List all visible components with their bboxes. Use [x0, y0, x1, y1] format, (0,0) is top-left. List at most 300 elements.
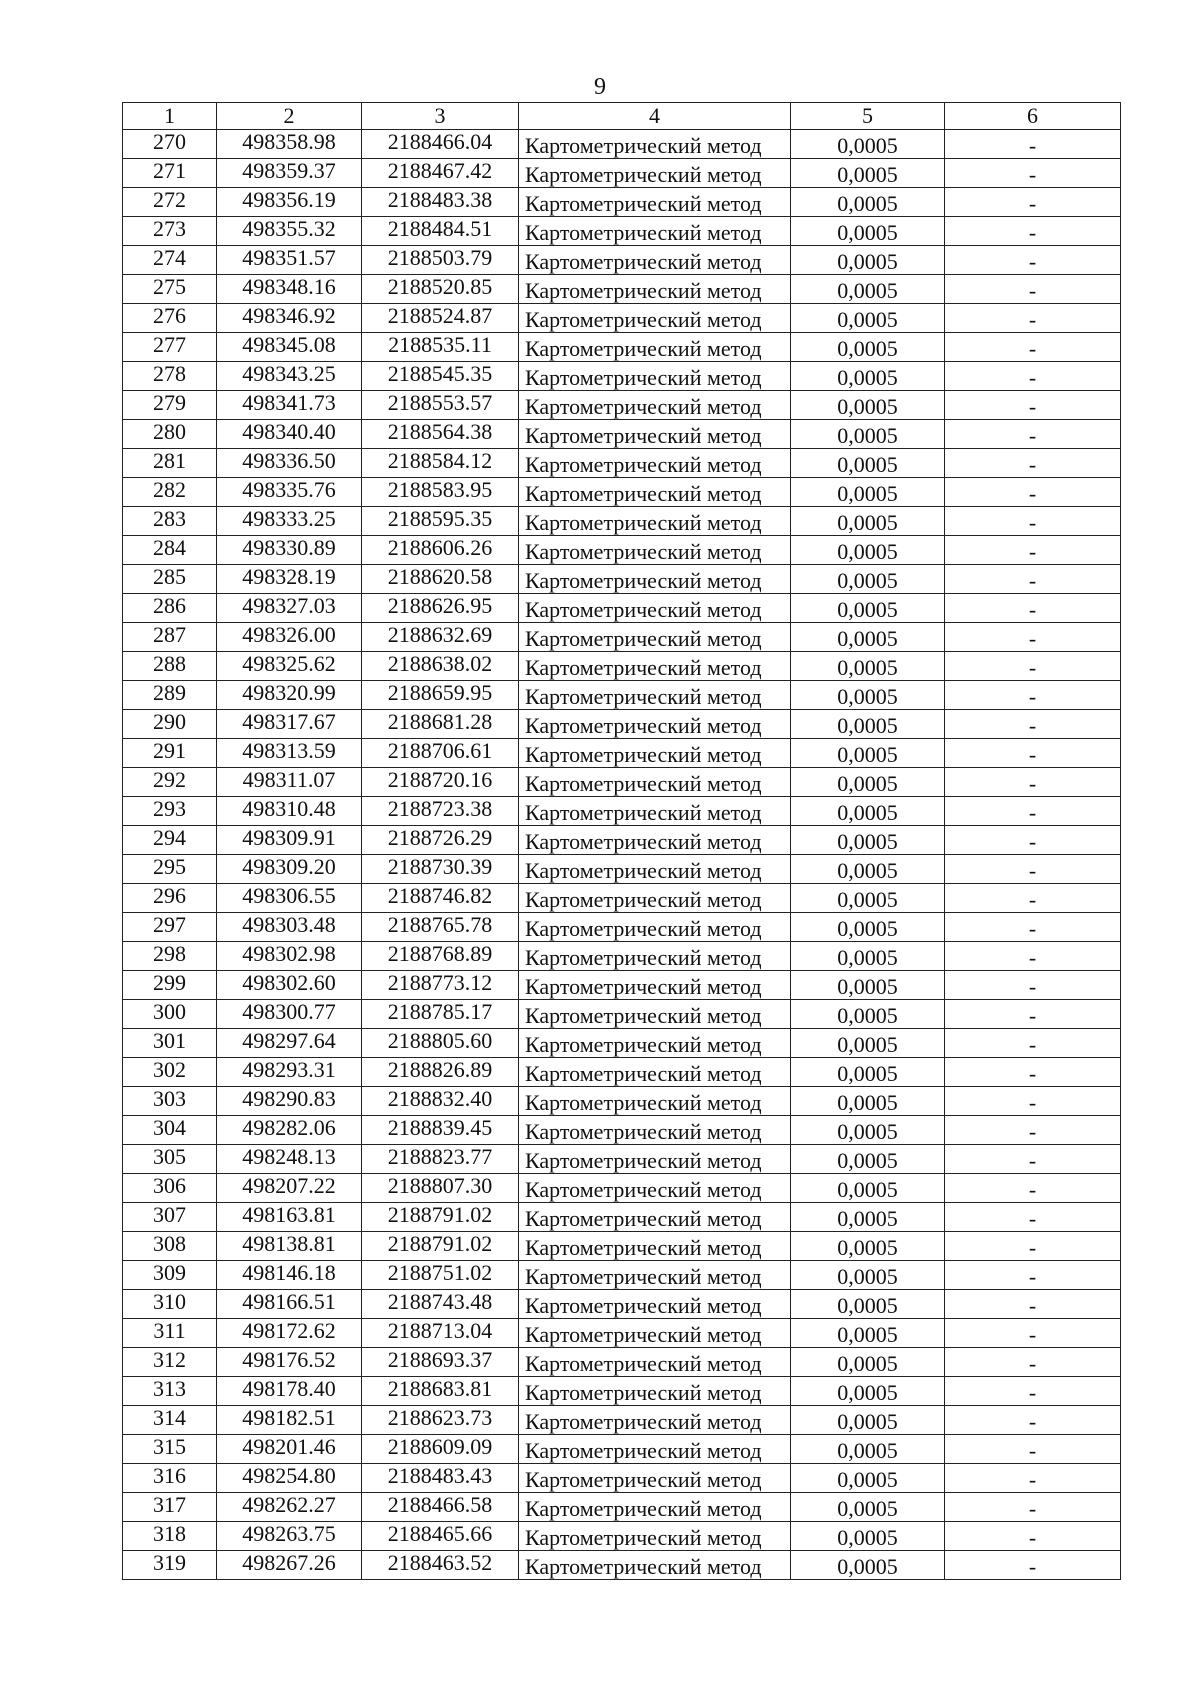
column-header-4: 4 — [519, 103, 791, 130]
table-row — [123, 507, 1121, 536]
accuracy-cell: 0,0005 — [791, 797, 945, 826]
accuracy-cell: 0,0005 — [791, 1058, 945, 1087]
note-cell: - — [945, 1000, 1121, 1029]
table-row — [123, 420, 1121, 449]
note-cell: - — [945, 1464, 1121, 1493]
accuracy-cell: 0,0005 — [791, 913, 945, 942]
x-coordinate-cell: 498351.57 — [217, 246, 362, 275]
note-cell: - — [945, 797, 1121, 826]
accuracy-cell: 0,0005 — [791, 1551, 945, 1580]
accuracy-cell: 0,0005 — [791, 1435, 945, 1464]
method-cell: Картометрический метод — [519, 1029, 791, 1058]
point-number-cell: 304 — [123, 1116, 217, 1145]
x-coordinate-cell: 498262.27 — [217, 1493, 362, 1522]
accuracy-cell: 0,0005 — [791, 507, 945, 536]
table-row — [123, 159, 1121, 188]
table-row — [123, 942, 1121, 971]
accuracy-cell: 0,0005 — [791, 1087, 945, 1116]
x-coordinate-cell: 498336.50 — [217, 449, 362, 478]
note-cell: - — [945, 188, 1121, 217]
table-row — [123, 1087, 1121, 1116]
note-cell: - — [945, 768, 1121, 797]
table-row — [123, 1116, 1121, 1145]
accuracy-cell: 0,0005 — [791, 304, 945, 333]
method-cell: Картометрический метод — [519, 449, 791, 478]
y-coordinate-cell: 2188595.35 — [362, 507, 519, 536]
y-coordinate-cell: 2188791.02 — [362, 1232, 519, 1261]
x-coordinate-cell: 498267.26 — [217, 1551, 362, 1580]
note-cell: - — [945, 217, 1121, 246]
y-coordinate-cell: 2188751.02 — [362, 1261, 519, 1290]
accuracy-cell: 0,0005 — [791, 942, 945, 971]
y-coordinate-cell: 2188726.29 — [362, 826, 519, 855]
method-cell: Картометрический метод — [519, 971, 791, 1000]
x-coordinate-cell: 498300.77 — [217, 1000, 362, 1029]
note-cell: - — [945, 1377, 1121, 1406]
point-number-cell: 299 — [123, 971, 217, 1000]
accuracy-cell: 0,0005 — [791, 1029, 945, 1058]
x-coordinate-cell: 498282.06 — [217, 1116, 362, 1145]
method-cell: Картометрический метод — [519, 913, 791, 942]
y-coordinate-cell: 2188623.73 — [362, 1406, 519, 1435]
point-number-cell: 303 — [123, 1087, 217, 1116]
point-number-cell: 308 — [123, 1232, 217, 1261]
x-coordinate-cell: 498163.81 — [217, 1203, 362, 1232]
table-row — [123, 130, 1121, 159]
x-coordinate-cell: 498330.89 — [217, 536, 362, 565]
x-coordinate-cell: 498166.51 — [217, 1290, 362, 1319]
y-coordinate-cell: 2188765.78 — [362, 913, 519, 942]
y-coordinate-cell: 2188626.95 — [362, 594, 519, 623]
point-number-cell: 273 — [123, 217, 217, 246]
x-coordinate-cell: 498146.18 — [217, 1261, 362, 1290]
y-coordinate-cell: 2188466.58 — [362, 1493, 519, 1522]
accuracy-cell: 0,0005 — [791, 826, 945, 855]
accuracy-cell: 0,0005 — [791, 1116, 945, 1145]
note-cell: - — [945, 681, 1121, 710]
column-header-5: 5 — [791, 103, 945, 130]
method-cell: Картометрический метод — [519, 1493, 791, 1522]
accuracy-cell: 0,0005 — [791, 565, 945, 594]
accuracy-cell: 0,0005 — [791, 1203, 945, 1232]
y-coordinate-cell: 2188768.89 — [362, 942, 519, 971]
y-coordinate-cell: 2188463.52 — [362, 1551, 519, 1580]
y-coordinate-cell: 2188693.37 — [362, 1348, 519, 1377]
point-number-cell: 307 — [123, 1203, 217, 1232]
method-cell: Картометрический метод — [519, 1551, 791, 1580]
table-row — [123, 710, 1121, 739]
x-coordinate-cell: 498201.46 — [217, 1435, 362, 1464]
x-coordinate-cell: 498348.16 — [217, 275, 362, 304]
accuracy-cell: 0,0005 — [791, 1261, 945, 1290]
note-cell: - — [945, 1319, 1121, 1348]
x-coordinate-cell: 498207.22 — [217, 1174, 362, 1203]
point-number-cell: 301 — [123, 1029, 217, 1058]
note-cell: - — [945, 536, 1121, 565]
note-cell: - — [945, 1058, 1121, 1087]
x-coordinate-cell: 498356.19 — [217, 188, 362, 217]
point-number-cell: 314 — [123, 1406, 217, 1435]
y-coordinate-cell: 2188520.85 — [362, 275, 519, 304]
point-number-cell: 306 — [123, 1174, 217, 1203]
table-row — [123, 275, 1121, 304]
accuracy-cell: 0,0005 — [791, 768, 945, 797]
y-coordinate-cell: 2188606.26 — [362, 536, 519, 565]
accuracy-cell: 0,0005 — [791, 710, 945, 739]
method-cell: Картометрический метод — [519, 652, 791, 681]
point-number-cell: 318 — [123, 1522, 217, 1551]
note-cell: - — [945, 449, 1121, 478]
note-cell: - — [945, 652, 1121, 681]
table-row — [123, 913, 1121, 942]
method-cell: Картометрический метод — [519, 1116, 791, 1145]
method-cell: Картометрический метод — [519, 826, 791, 855]
note-cell: - — [945, 391, 1121, 420]
note-cell: - — [945, 594, 1121, 623]
table-row — [123, 855, 1121, 884]
note-cell: - — [945, 507, 1121, 536]
accuracy-cell: 0,0005 — [791, 1493, 945, 1522]
note-cell: - — [945, 1435, 1121, 1464]
y-coordinate-cell: 2188467.42 — [362, 159, 519, 188]
column-header-1: 1 — [123, 103, 217, 130]
note-cell: - — [945, 623, 1121, 652]
x-coordinate-cell: 498178.40 — [217, 1377, 362, 1406]
y-coordinate-cell: 2188746.82 — [362, 884, 519, 913]
note-cell: - — [945, 1290, 1121, 1319]
table-body — [123, 130, 1121, 1580]
point-number-cell: 277 — [123, 333, 217, 362]
point-number-cell: 296 — [123, 884, 217, 913]
table-row — [123, 1522, 1121, 1551]
y-coordinate-cell: 2188807.30 — [362, 1174, 519, 1203]
x-coordinate-cell: 498303.48 — [217, 913, 362, 942]
column-header-2: 2 — [217, 103, 362, 130]
x-coordinate-cell: 498320.99 — [217, 681, 362, 710]
accuracy-cell: 0,0005 — [791, 855, 945, 884]
note-cell: - — [945, 1551, 1121, 1580]
point-number-cell: 285 — [123, 565, 217, 594]
x-coordinate-cell: 498341.73 — [217, 391, 362, 420]
method-cell: Картометрический метод — [519, 1174, 791, 1203]
point-number-cell: 315 — [123, 1435, 217, 1464]
x-coordinate-cell: 498325.62 — [217, 652, 362, 681]
accuracy-cell: 0,0005 — [791, 594, 945, 623]
y-coordinate-cell: 2188620.58 — [362, 565, 519, 594]
note-cell: - — [945, 1116, 1121, 1145]
accuracy-cell: 0,0005 — [791, 623, 945, 652]
note-cell: - — [945, 275, 1121, 304]
table-row — [123, 391, 1121, 420]
point-number-cell: 270 — [123, 130, 217, 159]
method-cell: Картометрический метод — [519, 507, 791, 536]
point-number-cell: 290 — [123, 710, 217, 739]
table-row — [123, 884, 1121, 913]
accuracy-cell: 0,0005 — [791, 362, 945, 391]
y-coordinate-cell: 2188785.17 — [362, 1000, 519, 1029]
point-number-cell: 319 — [123, 1551, 217, 1580]
point-number-cell: 275 — [123, 275, 217, 304]
note-cell: - — [945, 1522, 1121, 1551]
method-cell: Картометрический метод — [519, 275, 791, 304]
y-coordinate-cell: 2188609.09 — [362, 1435, 519, 1464]
note-cell: - — [945, 855, 1121, 884]
y-coordinate-cell: 2188545.35 — [362, 362, 519, 391]
y-coordinate-cell: 2188583.95 — [362, 478, 519, 507]
accuracy-cell: 0,0005 — [791, 188, 945, 217]
note-cell: - — [945, 942, 1121, 971]
method-cell: Картометрический метод — [519, 391, 791, 420]
x-coordinate-cell: 498176.52 — [217, 1348, 362, 1377]
note-cell: - — [945, 159, 1121, 188]
method-cell: Картометрический метод — [519, 1348, 791, 1377]
point-number-cell: 288 — [123, 652, 217, 681]
method-cell: Картометрический метод — [519, 130, 791, 159]
point-number-cell: 282 — [123, 478, 217, 507]
method-cell: Картометрический метод — [519, 1319, 791, 1348]
x-coordinate-cell: 498172.62 — [217, 1319, 362, 1348]
method-cell: Картометрический метод — [519, 942, 791, 971]
table-row — [123, 536, 1121, 565]
table-row — [123, 1377, 1121, 1406]
point-number-cell: 317 — [123, 1493, 217, 1522]
point-number-cell: 295 — [123, 855, 217, 884]
accuracy-cell: 0,0005 — [791, 652, 945, 681]
table-row — [123, 1493, 1121, 1522]
x-coordinate-cell: 498138.81 — [217, 1232, 362, 1261]
accuracy-cell: 0,0005 — [791, 449, 945, 478]
table-row — [123, 246, 1121, 275]
y-coordinate-cell: 2188659.95 — [362, 681, 519, 710]
method-cell: Картометрический метод — [519, 1232, 791, 1261]
y-coordinate-cell: 2188823.77 — [362, 1145, 519, 1174]
accuracy-cell: 0,0005 — [791, 420, 945, 449]
point-number-cell: 289 — [123, 681, 217, 710]
table-row — [123, 1000, 1121, 1029]
point-number-cell: 312 — [123, 1348, 217, 1377]
table-row — [123, 681, 1121, 710]
method-cell: Картометрический метод — [519, 1203, 791, 1232]
point-number-cell: 309 — [123, 1261, 217, 1290]
point-number-cell: 271 — [123, 159, 217, 188]
accuracy-cell: 0,0005 — [791, 1464, 945, 1493]
method-cell: Картометрический метод — [519, 420, 791, 449]
point-number-cell: 311 — [123, 1319, 217, 1348]
accuracy-cell: 0,0005 — [791, 971, 945, 1000]
table-row — [123, 1058, 1121, 1087]
note-cell: - — [945, 304, 1121, 333]
note-cell: - — [945, 1203, 1121, 1232]
y-coordinate-cell: 2188535.11 — [362, 333, 519, 362]
method-cell: Картометрический метод — [519, 884, 791, 913]
x-coordinate-cell: 498345.08 — [217, 333, 362, 362]
accuracy-cell: 0,0005 — [791, 1000, 945, 1029]
x-coordinate-cell: 498317.67 — [217, 710, 362, 739]
accuracy-cell: 0,0005 — [791, 739, 945, 768]
x-coordinate-cell: 498335.76 — [217, 478, 362, 507]
table-row — [123, 739, 1121, 768]
y-coordinate-cell: 2188681.28 — [362, 710, 519, 739]
table-row — [123, 304, 1121, 333]
point-number-cell: 274 — [123, 246, 217, 275]
table-row — [123, 623, 1121, 652]
method-cell: Картометрический метод — [519, 1435, 791, 1464]
table-row — [123, 1464, 1121, 1493]
method-cell: Картометрический метод — [519, 478, 791, 507]
x-coordinate-cell: 498302.98 — [217, 942, 362, 971]
method-cell: Картометрический метод — [519, 681, 791, 710]
table-row — [123, 1435, 1121, 1464]
method-cell: Картометрический метод — [519, 768, 791, 797]
table-row — [123, 1261, 1121, 1290]
point-number-cell: 297 — [123, 913, 217, 942]
y-coordinate-cell: 2188553.57 — [362, 391, 519, 420]
table-row — [123, 1290, 1121, 1319]
accuracy-cell: 0,0005 — [791, 681, 945, 710]
y-coordinate-cell: 2188638.02 — [362, 652, 519, 681]
note-cell: - — [945, 130, 1121, 159]
method-cell: Картометрический метод — [519, 362, 791, 391]
y-coordinate-cell: 2188791.02 — [362, 1203, 519, 1232]
table-row — [123, 971, 1121, 1000]
y-coordinate-cell: 2188730.39 — [362, 855, 519, 884]
accuracy-cell: 0,0005 — [791, 1377, 945, 1406]
method-cell: Картометрический метод — [519, 1377, 791, 1406]
method-cell: Картометрический метод — [519, 536, 791, 565]
method-cell: Картометрический метод — [519, 333, 791, 362]
x-coordinate-cell: 498333.25 — [217, 507, 362, 536]
y-coordinate-cell: 2188826.89 — [362, 1058, 519, 1087]
method-cell: Картометрический метод — [519, 739, 791, 768]
method-cell: Картометрический метод — [519, 1290, 791, 1319]
x-coordinate-cell: 498311.07 — [217, 768, 362, 797]
note-cell: - — [945, 362, 1121, 391]
y-coordinate-cell: 2188743.48 — [362, 1290, 519, 1319]
x-coordinate-cell: 498293.31 — [217, 1058, 362, 1087]
point-number-cell: 316 — [123, 1464, 217, 1493]
accuracy-cell: 0,0005 — [791, 246, 945, 275]
point-number-cell: 272 — [123, 188, 217, 217]
x-coordinate-cell: 498359.37 — [217, 159, 362, 188]
table-row — [123, 565, 1121, 594]
method-cell: Картометрический метод — [519, 1406, 791, 1435]
x-coordinate-cell: 498340.40 — [217, 420, 362, 449]
accuracy-cell: 0,0005 — [791, 1232, 945, 1261]
note-cell: - — [945, 478, 1121, 507]
x-coordinate-cell: 498346.92 — [217, 304, 362, 333]
point-number-cell: 278 — [123, 362, 217, 391]
accuracy-cell: 0,0005 — [791, 130, 945, 159]
method-cell: Картометрический метод — [519, 594, 791, 623]
table-row — [123, 1174, 1121, 1203]
table-header-row — [123, 103, 1121, 130]
method-cell: Картометрический метод — [519, 1464, 791, 1493]
accuracy-cell: 0,0005 — [791, 1319, 945, 1348]
accuracy-cell: 0,0005 — [791, 1174, 945, 1203]
table-row — [123, 188, 1121, 217]
table-row — [123, 1348, 1121, 1377]
method-cell: Картометрический метод — [519, 304, 791, 333]
table-row — [123, 1203, 1121, 1232]
x-coordinate-cell: 498306.55 — [217, 884, 362, 913]
method-cell: Картометрический метод — [519, 1261, 791, 1290]
y-coordinate-cell: 2188720.16 — [362, 768, 519, 797]
note-cell: - — [945, 1029, 1121, 1058]
x-coordinate-cell: 498254.80 — [217, 1464, 362, 1493]
point-number-cell: 302 — [123, 1058, 217, 1087]
point-number-cell: 300 — [123, 1000, 217, 1029]
x-coordinate-cell: 498297.64 — [217, 1029, 362, 1058]
note-cell: - — [945, 971, 1121, 1000]
note-cell: - — [945, 1406, 1121, 1435]
y-coordinate-cell: 2188503.79 — [362, 246, 519, 275]
x-coordinate-cell: 498290.83 — [217, 1087, 362, 1116]
x-coordinate-cell: 498309.20 — [217, 855, 362, 884]
accuracy-cell: 0,0005 — [791, 391, 945, 420]
table-row — [123, 652, 1121, 681]
y-coordinate-cell: 2188465.66 — [362, 1522, 519, 1551]
table-row — [123, 768, 1121, 797]
note-cell: - — [945, 1174, 1121, 1203]
note-cell: - — [945, 1261, 1121, 1290]
note-cell: - — [945, 826, 1121, 855]
point-number-cell: 298 — [123, 942, 217, 971]
note-cell: - — [945, 1493, 1121, 1522]
y-coordinate-cell: 2188832.40 — [362, 1087, 519, 1116]
x-coordinate-cell: 498263.75 — [217, 1522, 362, 1551]
method-cell: Картометрический метод — [519, 1522, 791, 1551]
point-number-cell: 284 — [123, 536, 217, 565]
method-cell: Картометрический метод — [519, 565, 791, 594]
page-number: 9 — [594, 74, 606, 100]
table-row — [123, 1319, 1121, 1348]
table-row — [123, 1145, 1121, 1174]
accuracy-cell: 0,0005 — [791, 1522, 945, 1551]
x-coordinate-cell: 498343.25 — [217, 362, 362, 391]
note-cell: - — [945, 420, 1121, 449]
table-row — [123, 1232, 1121, 1261]
coordinates-table — [122, 102, 1121, 1580]
table-row — [123, 1029, 1121, 1058]
table-row — [123, 217, 1121, 246]
x-coordinate-cell: 498309.91 — [217, 826, 362, 855]
accuracy-cell: 0,0005 — [791, 159, 945, 188]
y-coordinate-cell: 2188484.51 — [362, 217, 519, 246]
column-header-3: 3 — [362, 103, 519, 130]
point-number-cell: 283 — [123, 507, 217, 536]
accuracy-cell: 0,0005 — [791, 1348, 945, 1377]
x-coordinate-cell: 498358.98 — [217, 130, 362, 159]
table-row — [123, 1406, 1121, 1435]
method-cell: Картометрический метод — [519, 1087, 791, 1116]
y-coordinate-cell: 2188713.04 — [362, 1319, 519, 1348]
table-row — [123, 362, 1121, 391]
note-cell: - — [945, 884, 1121, 913]
note-cell: - — [945, 710, 1121, 739]
note-cell: - — [945, 1087, 1121, 1116]
point-number-cell: 280 — [123, 420, 217, 449]
accuracy-cell: 0,0005 — [791, 884, 945, 913]
table-row — [123, 797, 1121, 826]
x-coordinate-cell: 498327.03 — [217, 594, 362, 623]
accuracy-cell: 0,0005 — [791, 217, 945, 246]
point-number-cell: 286 — [123, 594, 217, 623]
y-coordinate-cell: 2188584.12 — [362, 449, 519, 478]
note-cell: - — [945, 913, 1121, 942]
y-coordinate-cell: 2188483.38 — [362, 188, 519, 217]
note-cell: - — [945, 246, 1121, 275]
method-cell: Картометрический метод — [519, 797, 791, 826]
